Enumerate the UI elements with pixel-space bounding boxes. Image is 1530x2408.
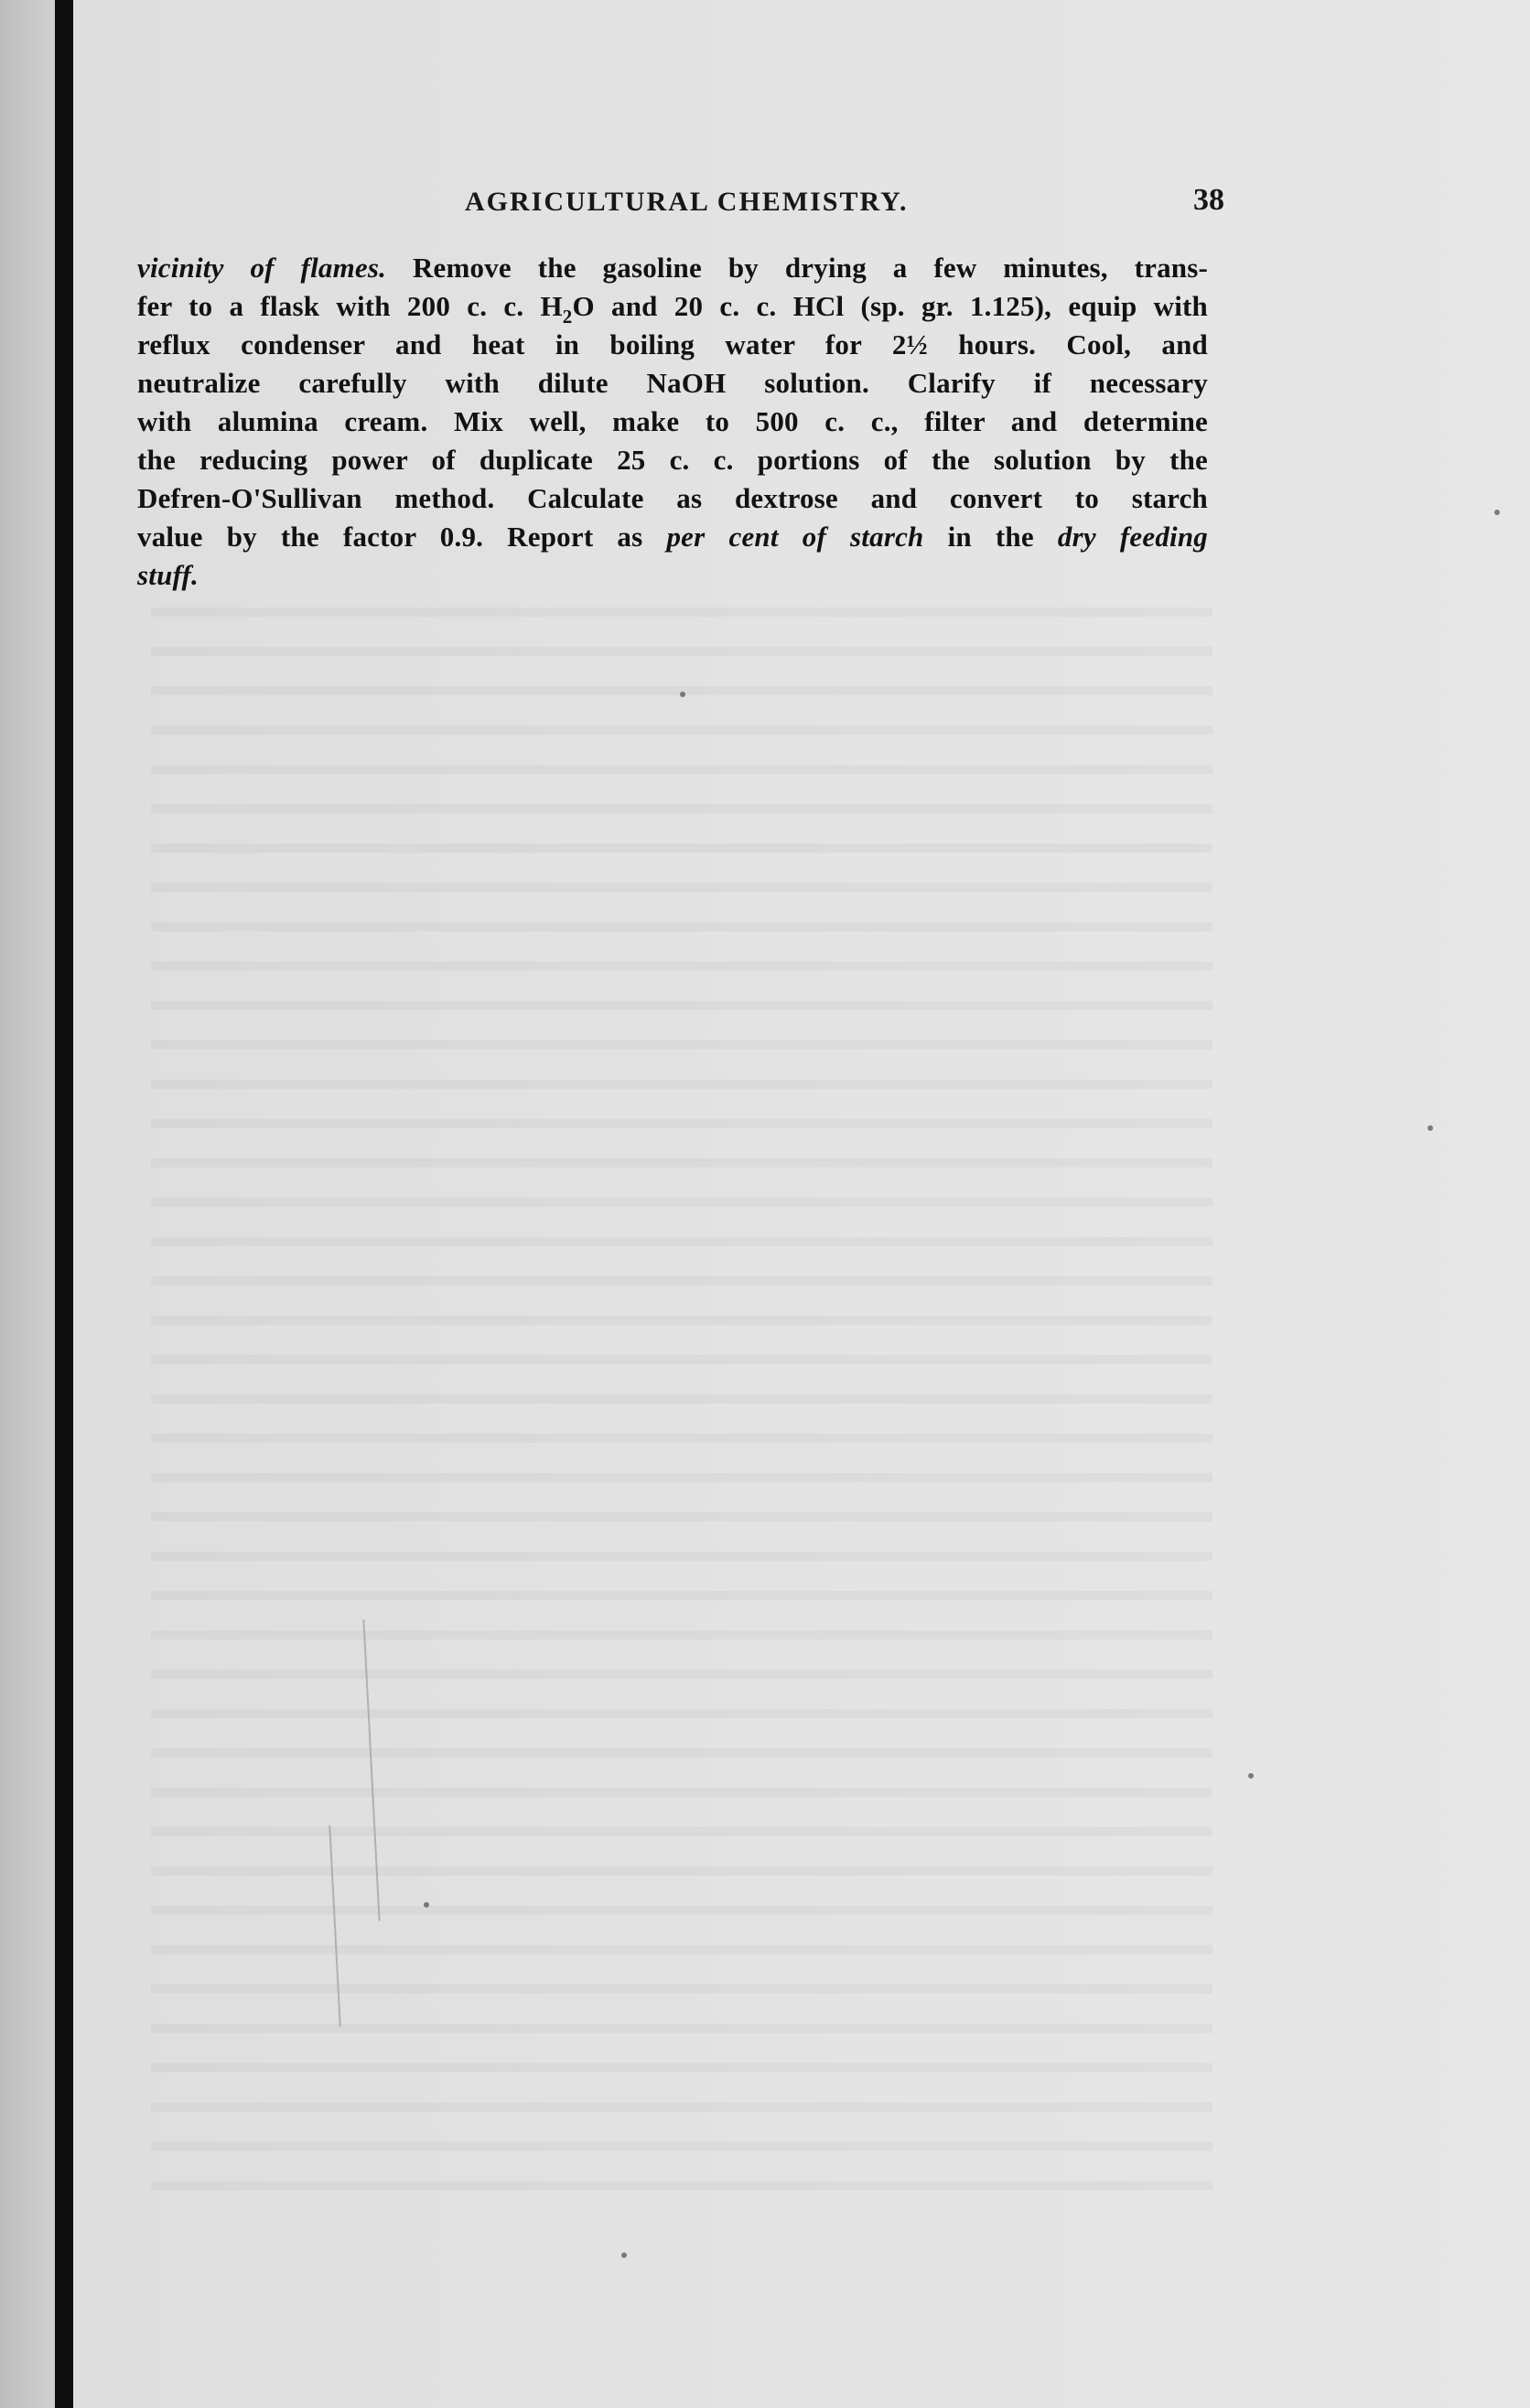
dust-speck (1248, 1773, 1254, 1779)
body-line-9 (137, 556, 1208, 595)
italic-text: vicinity of flames. (137, 252, 387, 284)
page-header (163, 183, 1224, 229)
body-line-5: with alumina cream. Mix well, make to 500 c. c., filter and determine (137, 405, 1208, 437)
body-line-4: neutralize carefully with dilute NaOH solution. Clarify if necessary (137, 367, 1208, 399)
dust-speck (621, 2252, 627, 2258)
italic-text: per cent of starch (666, 521, 924, 553)
body-line-7: Defren-O'Sullivan method. Calculate as dextrose and convert to starch (137, 482, 1208, 514)
page-content (137, 249, 1208, 595)
body-line-8 (137, 518, 1208, 556)
italic-text: stuff. (137, 559, 199, 591)
body-text: in the (923, 521, 1058, 553)
bleed-through-text (151, 586, 1212, 2205)
running-head: AGRICULTURAL CHEMISTRY. (465, 187, 909, 217)
body-text: value by the factor 0.9. Report as (137, 521, 667, 553)
body-text: Remove the gasoline by drying a few minutes, trans- (386, 252, 1208, 284)
body-line-1 (137, 249, 1208, 287)
body-text: fer to a flask with 200 c. c. H (137, 290, 563, 322)
body-line-6: the reducing power of duplicate 25 c. c. portions of the solution by the (137, 444, 1208, 476)
binding-edge (55, 0, 73, 2408)
dust-speck (680, 692, 685, 697)
italic-text: dry feeding (1057, 521, 1209, 553)
binding-shadow (0, 0, 55, 2408)
body-text: O and 20 c. c. HCl (sp. gr. 1.125), equip with (572, 290, 1209, 322)
body-line-2 (137, 287, 1208, 326)
dust-speck (1428, 1125, 1433, 1131)
dust-speck (1494, 510, 1500, 515)
dust-speck (424, 1902, 429, 1908)
page-number: 38 (1193, 183, 1224, 217)
body-line-3: reflux condenser and heat in boiling water for 2½ hours. Cool, and (137, 328, 1208, 360)
subscript-text: 2 (562, 306, 573, 328)
